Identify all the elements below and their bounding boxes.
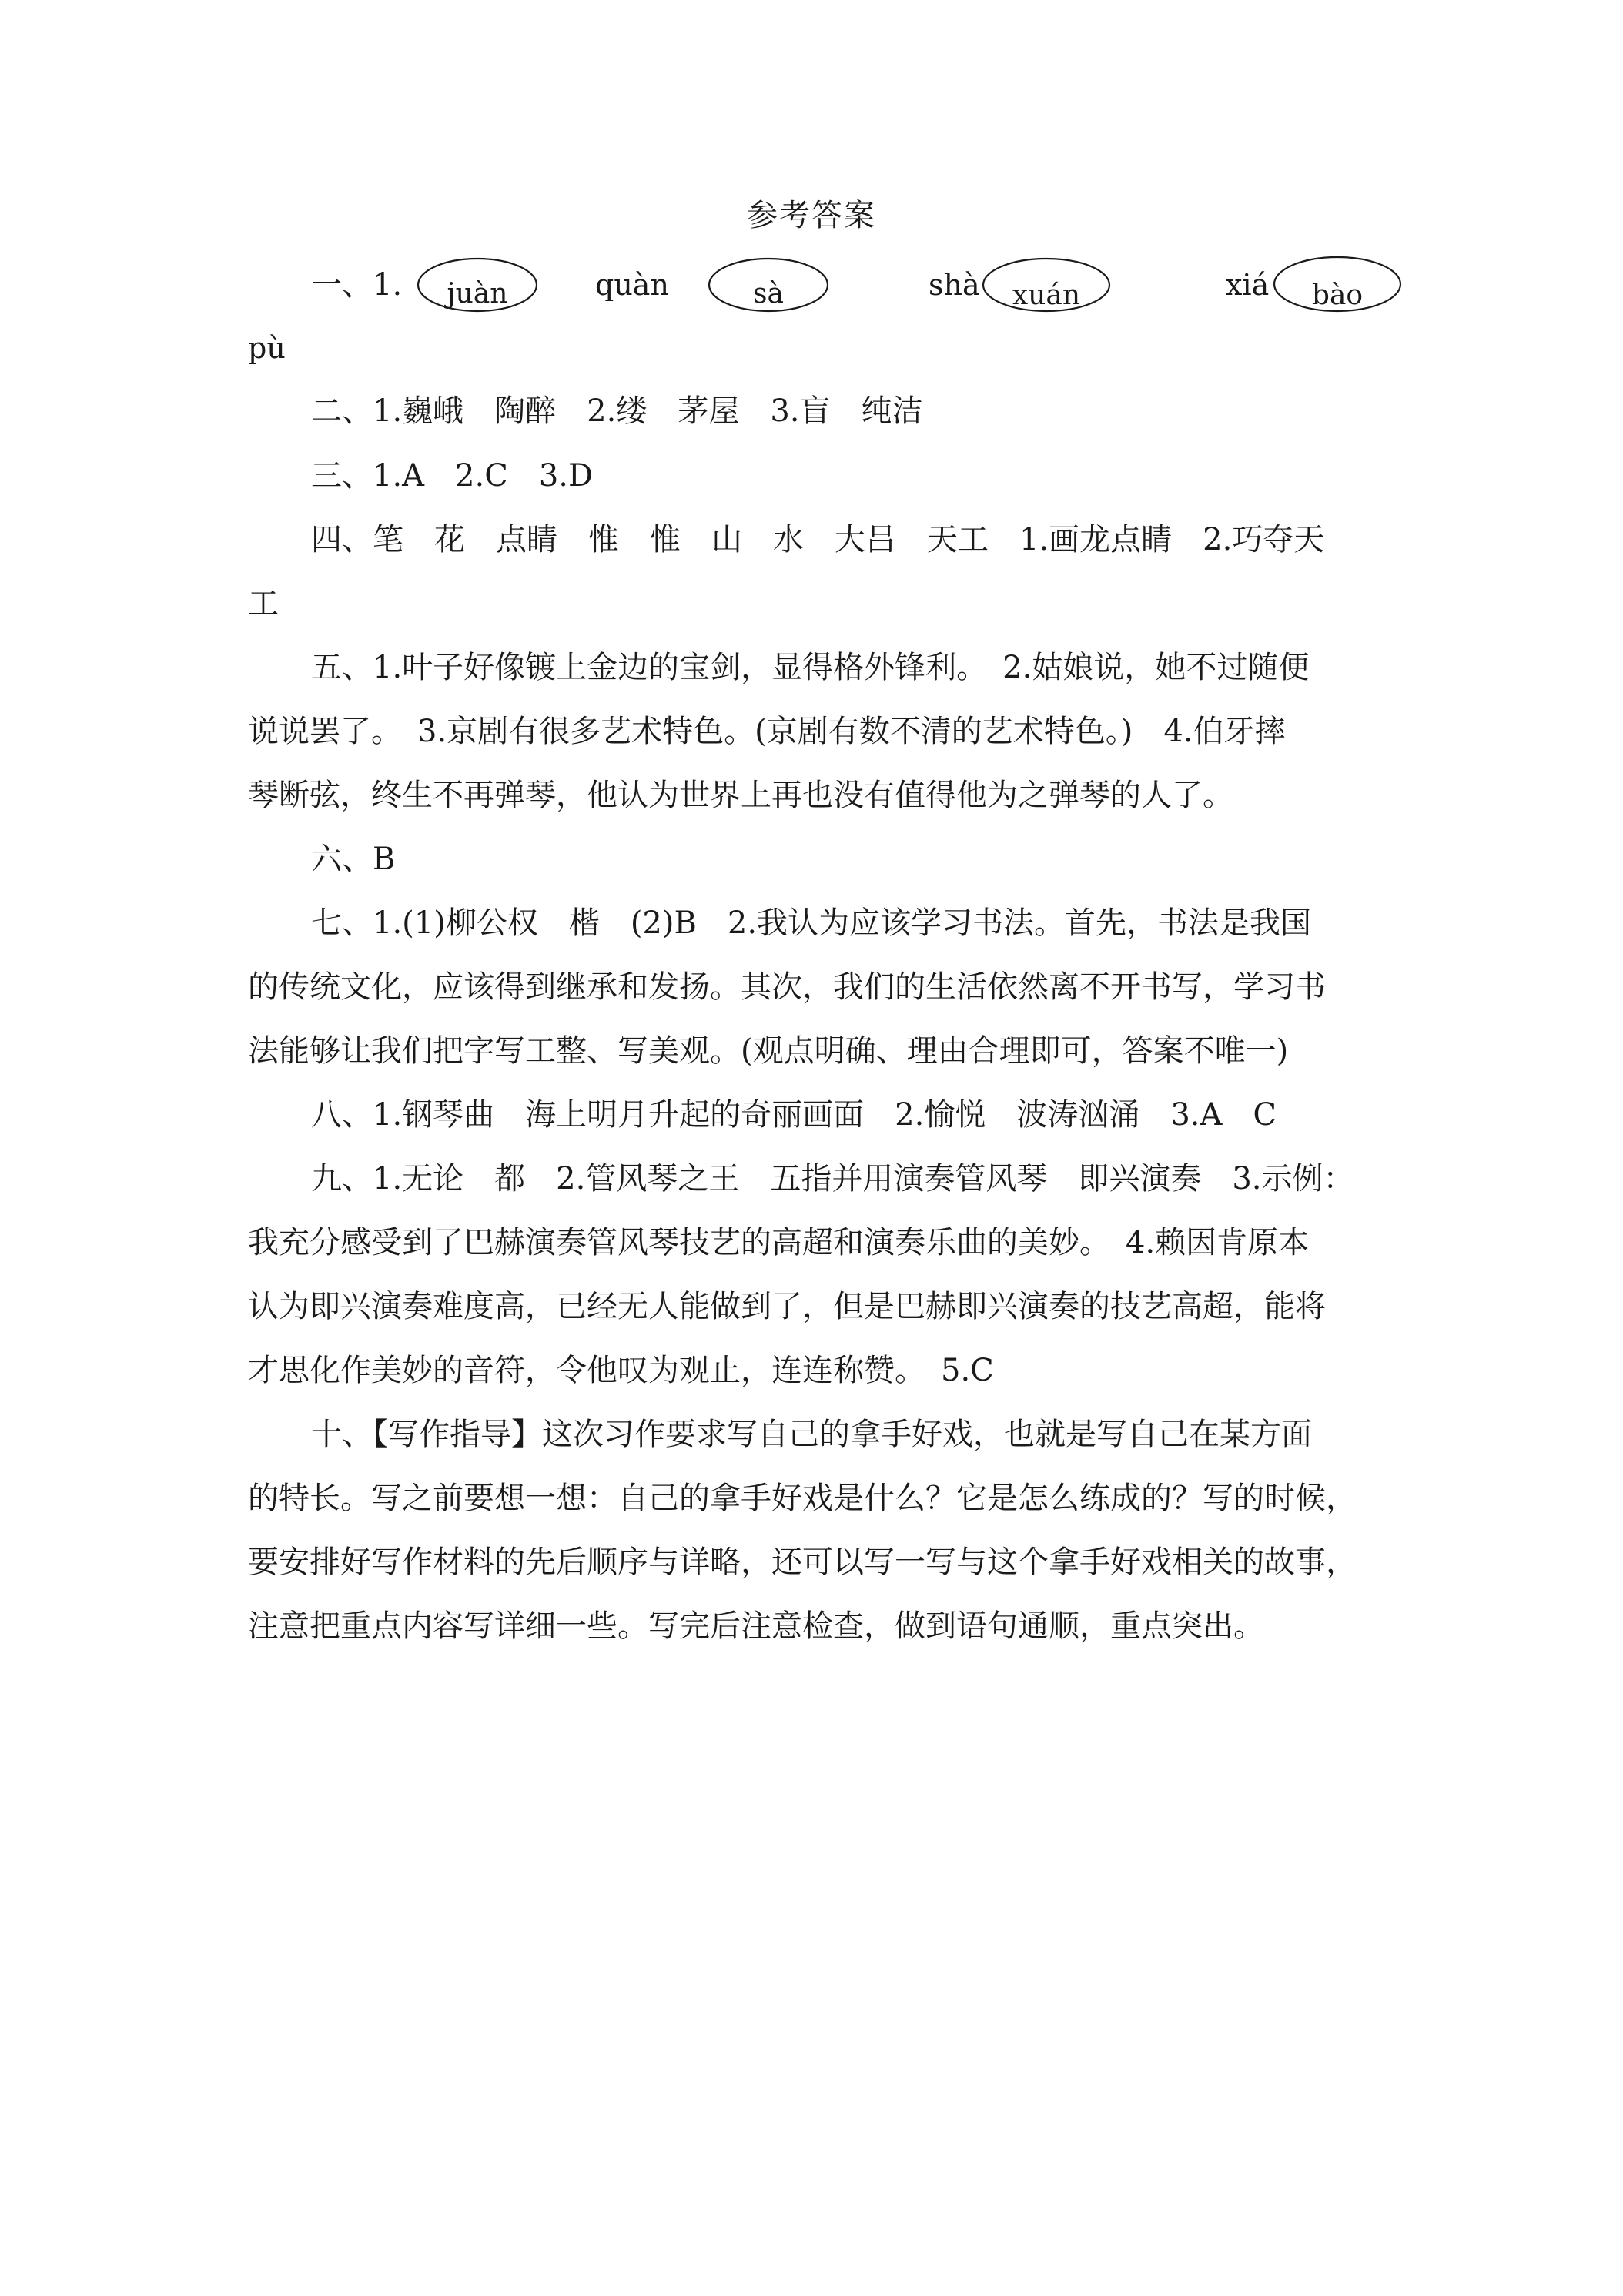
answer-line: 工	[248, 586, 279, 621]
answer-line: 五、1.叶子好像镀上金边的宝剑，显得格外锋利。 2.姑娘说，她不过随便	[311, 650, 1310, 685]
q1-pinyin: shà	[929, 268, 980, 302]
answer-line: 我充分感受到了巴赫演奏管风琴技艺的高超和演奏乐曲的美妙。 4.赖因肯原本	[248, 1225, 1310, 1260]
answer-line: 四、笔 花 点睛 惟 惟 山 水 大吕 天工 1.画龙点睛 2.巧夺天	[311, 522, 1325, 557]
answer-line: 注意把重点内容写详细一些。写完后注意检查，做到语句通顺，重点突出。	[248, 1608, 1264, 1644]
answer-line: 九、1.无论 都 2.管风琴之王 五指并用演奏管风琴 即兴演奏 3.示例：	[311, 1161, 1354, 1197]
answer-line: 琴断弦，终生不再弹琴，他认为世界上再也没有值得他为之弹琴的人了。	[248, 778, 1233, 813]
answer-line: 的特长。写之前要想一想：自己的拿手好戏是什么？它是怎么练成的？写的时候，	[248, 1481, 1357, 1516]
q1-pinyin-circled: juàn	[447, 278, 508, 310]
answer-line: 认为即兴演奏难度高，已经无人能做到了，但是巴赫即兴演奏的技艺高超，能将	[248, 1289, 1326, 1324]
answer-line: 三、1.A 2.C 3.D	[311, 458, 594, 494]
answer-line: 的传统文化，应该得到继承和发扬。其次，我们的生活依然离不开书写，学习书	[248, 969, 1326, 1005]
answer-line: 十、【写作指导】这次习作要求写自己的拿手好戏，也就是写自己在某方面	[311, 1417, 1312, 1452]
answer-line: 八、1.钢琴曲 海上明月升起的奇丽画面 2.愉悦 波涛汹涌 3.A C	[311, 1097, 1277, 1133]
answer-line: 法能够让我们把字写工整、写美观。(观点明确、理由合理即可，答案不唯一)	[248, 1033, 1289, 1069]
page-title: 参考答案	[747, 198, 876, 233]
answer-line: 要安排好写作材料的先后顺序与详略，还可以写一写与这个拿手好戏相关的故事，	[248, 1545, 1357, 1580]
answer-line: 说说罢了。 3.京剧有很多艺术特色。(京剧有数不清的艺术特色。) 4.伯牙摔	[248, 714, 1286, 749]
answer-line: 七、1.(1)柳公权 楷 (2)B 2.我认为应该学习书法。首先，书法是我国	[311, 905, 1312, 941]
q1-pinyin-circled: bào	[1311, 279, 1364, 311]
answer-line: 才思化作美妙的音符，令他叹为观止，连连称赞。 5.C	[248, 1353, 994, 1388]
q1-pinyin: pù	[248, 331, 286, 365]
q1-pinyin-circled: xuán	[1012, 279, 1081, 311]
q1-prefix: 一、1.	[311, 267, 403, 303]
answer-line: 六、B	[311, 842, 396, 877]
answer-line: 二、1.巍峨 陶醉 2.缕 茅屋 3.盲 纯洁	[311, 393, 923, 429]
q1-pinyin: xiá	[1226, 268, 1270, 302]
q1-pinyin: quàn	[595, 268, 669, 302]
q1-pinyin-circled: sà	[753, 278, 784, 310]
